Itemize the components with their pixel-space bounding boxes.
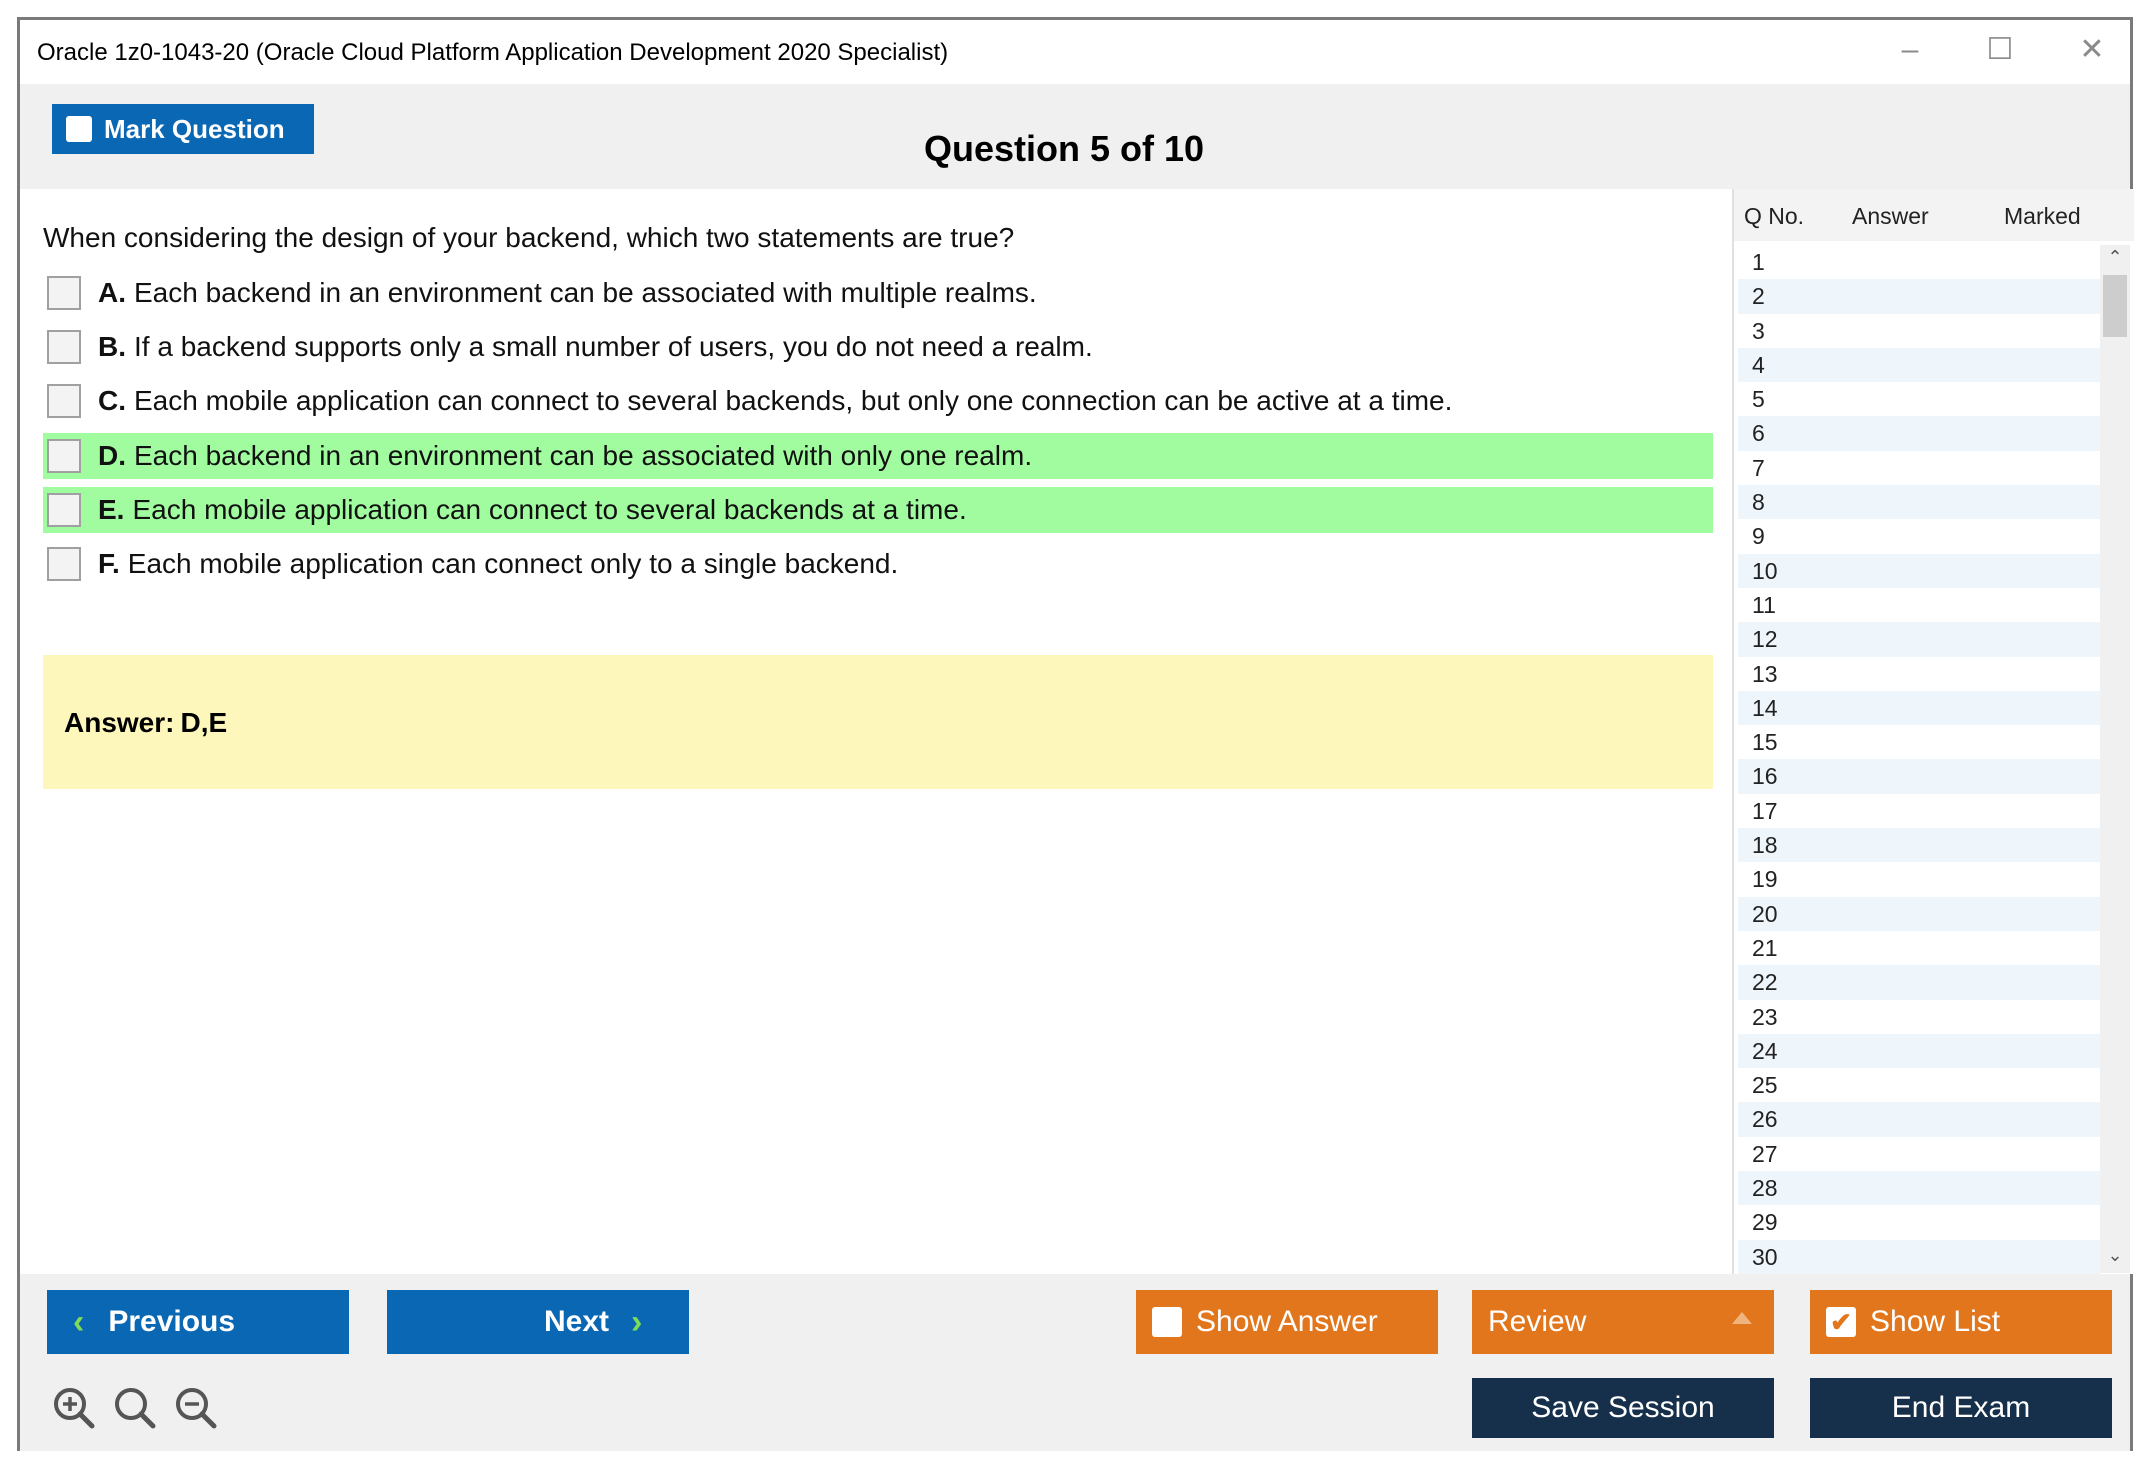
question-list-row[interactable]: 5	[1752, 386, 1765, 413]
answer-text	[64, 707, 227, 739]
next-button[interactable]	[387, 1290, 689, 1354]
maximize-icon[interactable]: ☐	[1986, 33, 2014, 66]
save-session-label: Save Session	[1531, 1391, 1715, 1424]
question-list-rows	[1738, 245, 2100, 1274]
option-checkbox[interactable]	[47, 330, 81, 364]
question-list-row[interactable]: 8	[1738, 485, 2100, 519]
question-list-row[interactable]: 24	[1738, 1034, 2100, 1068]
option-checkbox[interactable]	[47, 439, 81, 473]
window-title: Oracle 1z0-1043-20 (Oracle Cloud Platform Application Development 2020 Specialist)	[37, 39, 949, 66]
question-list-row[interactable]: 22	[1738, 965, 2100, 999]
question-list-row[interactable]: 16	[1738, 759, 2100, 793]
question-list-row[interactable]: 10	[1738, 554, 2100, 588]
mark-checkbox-icon	[66, 116, 92, 142]
question-text: When considering the design of your backend, which two statements are true?	[43, 222, 1015, 253]
scroll-down-icon[interactable]: ⌄	[2107, 1245, 2123, 1265]
chevron-left-icon: ‹	[73, 1302, 85, 1341]
mark-question-label: Mark Question	[104, 113, 285, 144]
caret-up-icon	[1732, 1312, 1752, 1324]
question-list-header	[1734, 189, 2134, 241]
option-letter: C.	[98, 385, 126, 417]
option-text: Each mobile application can connect only to a single backend.	[127, 548, 899, 579]
question-list-panel	[1732, 189, 2134, 1274]
option-letter: F.	[98, 548, 120, 579]
answer-box	[43, 655, 1713, 789]
previous-label: Previous	[108, 1305, 236, 1338]
mark-question-button[interactable]	[52, 104, 314, 154]
header-marked[interactable]: Marked	[2004, 203, 2081, 229]
option-letter: D.	[98, 439, 126, 471]
option-row[interactable]	[43, 541, 1713, 587]
option-text: If a backend supports only a small number of users, you do not need a realm.	[134, 331, 1093, 363]
option-text: Each mobile application can connect to several backends at a time.	[132, 493, 967, 525]
header-qno[interactable]: Q No.	[1744, 203, 1805, 229]
option-text: Each mobile application can connect to several backends, but only one connection can be active at a time.	[134, 385, 1453, 417]
question-list-row[interactable]: 2	[1738, 279, 2100, 313]
option-text: Each backend in an environment can be associated with multiple realms.	[134, 277, 1037, 308]
zoom-reset-icon[interactable]	[111, 1384, 159, 1432]
question-list-row[interactable]: 15	[1752, 729, 1778, 756]
option-checkbox[interactable]	[47, 384, 81, 418]
option-row[interactable]	[43, 270, 1713, 316]
question-list-row[interactable]: 21	[1752, 934, 1778, 961]
question-list-row[interactable]: 30	[1738, 1240, 2100, 1274]
question-list-row[interactable]: 25	[1752, 1072, 1778, 1099]
option-row[interactable]	[43, 378, 1713, 424]
scroll-thumb[interactable]	[2103, 275, 2127, 337]
option-checkbox[interactable]	[47, 547, 81, 581]
review-label: Review	[1488, 1305, 1587, 1338]
option-text: Each backend in an environment can be associated with only one realm.	[134, 439, 1033, 471]
zoom-in-icon[interactable]	[50, 1384, 98, 1432]
question-list-row[interactable]: 18	[1738, 828, 2100, 862]
question-list-row[interactable]: 17	[1752, 797, 1778, 824]
question-list-row[interactable]: 19	[1752, 866, 1778, 893]
question-list-row[interactable]: 27	[1752, 1140, 1778, 1167]
show-list-label: Show List	[1870, 1305, 2001, 1338]
previous-button[interactable]	[47, 1290, 349, 1354]
question-list-scrollbar[interactable]	[2100, 245, 2130, 1273]
app-window	[17, 17, 2133, 1451]
question-list-row[interactable]: 12	[1738, 622, 2100, 656]
header-answer[interactable]: Answer	[1852, 203, 1929, 229]
chevron-right-icon: ›	[631, 1302, 643, 1341]
question-list-row[interactable]: 29	[1752, 1209, 1778, 1236]
question-list-row[interactable]: 9	[1752, 523, 1765, 550]
option-row[interactable]	[43, 324, 1713, 370]
show-list-checkbox-icon: ✔	[1826, 1307, 1856, 1337]
question-list-row[interactable]: 28	[1738, 1171, 2100, 1205]
question-list-row[interactable]: 14	[1738, 691, 2100, 725]
next-label: Next	[544, 1305, 610, 1338]
title-bar	[20, 20, 2130, 84]
zoom-out-icon[interactable]	[172, 1384, 220, 1432]
option-checkbox[interactable]	[47, 276, 81, 310]
question-counter: Question 5 of 10	[924, 128, 1205, 169]
option-letter: E.	[98, 493, 125, 525]
option-letter: A.	[98, 277, 126, 308]
answer-label: Answer:	[64, 707, 175, 738]
question-list-row[interactable]: 3	[1752, 317, 1765, 344]
save-session-button[interactable]	[1472, 1378, 1774, 1438]
show-list-button[interactable]	[1810, 1290, 2112, 1354]
option-letter: B.	[98, 331, 126, 363]
question-list-row[interactable]: 6	[1738, 416, 2100, 450]
question-list-row[interactable]: 4	[1738, 348, 2100, 382]
question-list-row[interactable]: 7	[1752, 454, 1765, 481]
question-list-row[interactable]: 13	[1752, 660, 1778, 687]
minimize-icon[interactable]: –	[1901, 33, 1919, 66]
close-icon[interactable]: ✕	[2079, 33, 2105, 66]
end-exam-label: End Exam	[1891, 1391, 2031, 1424]
review-button[interactable]	[1472, 1290, 1774, 1354]
question-list-row[interactable]: 1	[1752, 249, 1765, 275]
option-row[interactable]	[43, 433, 1713, 479]
show-answer-label: Show Answer	[1196, 1305, 1378, 1338]
question-list-row[interactable]: 26	[1738, 1102, 2100, 1136]
footer-bar	[20, 1274, 2130, 1451]
show-answer-button[interactable]	[1136, 1290, 1438, 1354]
scroll-up-icon[interactable]: ⌃	[2107, 247, 2123, 267]
question-list-row[interactable]: 11	[1752, 591, 1776, 618]
option-row[interactable]	[43, 487, 1713, 533]
question-list-row[interactable]: 20	[1738, 897, 2100, 931]
option-checkbox[interactable]	[47, 493, 81, 527]
header-bar	[20, 84, 2130, 189]
answer-value: D,E	[180, 707, 228, 738]
show-answer-checkbox-icon	[1152, 1307, 1182, 1337]
end-exam-button[interactable]	[1810, 1378, 2112, 1438]
question-list-row[interactable]: 23	[1752, 1003, 1778, 1030]
question-area	[20, 189, 1730, 1274]
